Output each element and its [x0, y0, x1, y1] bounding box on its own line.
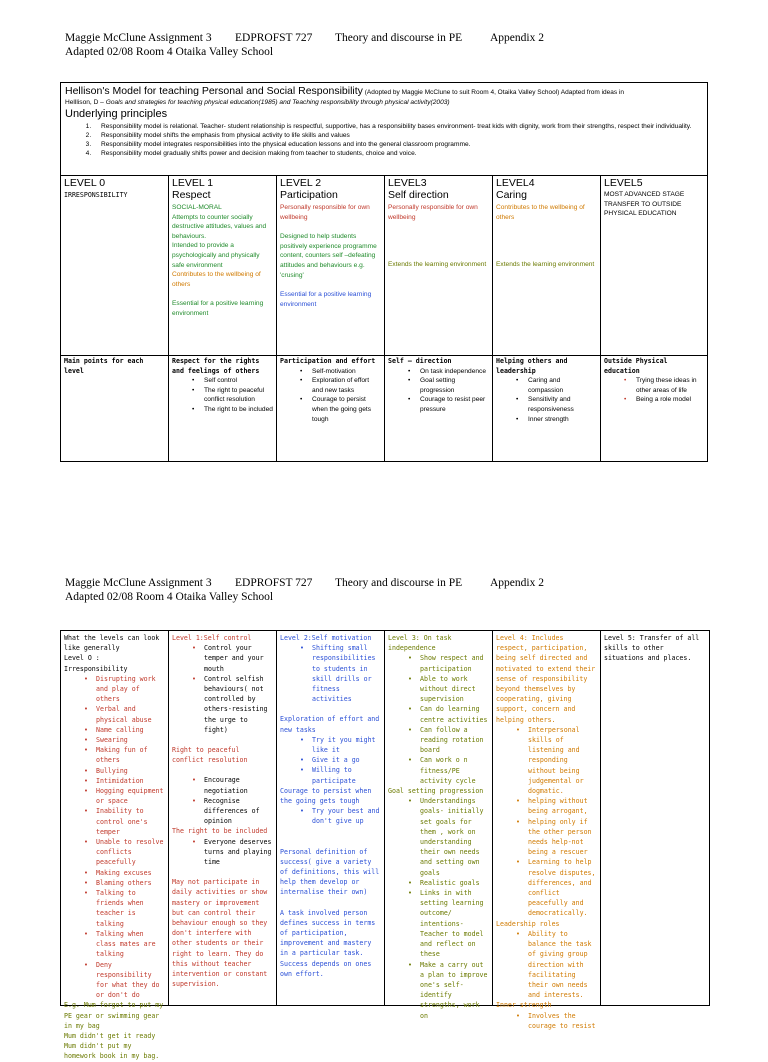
level5-cell: [601, 176, 707, 355]
level1-item: • Recognise differences of opinion: [172, 796, 273, 827]
level2-task-paragraph: A task involved person defines success in terms of participation, improvement and mastery in a particular task. Success depends on ones own effort.: [280, 908, 376, 978]
level2-essential: Essential for a positive learning environment: [280, 291, 372, 308]
level1-social-moral: SOCIAL-MORAL: [172, 204, 222, 211]
points-item: • On task independence: [388, 367, 489, 377]
level4-inner-strength-heading: Inner strength: [496, 1001, 552, 1010]
level1-cell: [169, 176, 277, 355]
level3-detail-cell: [385, 631, 493, 1020]
points-item: • Sensitivity and responsiveness: [496, 395, 597, 414]
main-points-label-cell: [61, 356, 169, 461]
level2-name: Participation: [280, 189, 338, 201]
level4-label: LEVEL4: [496, 177, 535, 189]
model-source-author: Helllison, D –: [65, 98, 106, 106]
level5-name: MOST ADVANCED STAGE TRANSFER TO OUTSIDE PHYSICAL EDUCATION: [604, 191, 685, 218]
level0-item: • Talking when class mates are talking: [64, 929, 165, 960]
level0-intro: What the levels can look like generally: [64, 634, 160, 653]
principles-heading: Underlying principles: [65, 107, 168, 120]
level3-item: • Can follow a reading rotation board: [388, 725, 489, 756]
levels-row: [61, 176, 707, 356]
levels-detail-table: [60, 630, 710, 1061]
level4-item: • helping without being arrogant,: [496, 796, 597, 816]
points-item: • Courage to resist peer pressure: [388, 395, 489, 414]
level4-item: • Involves the courage to resist: [496, 1011, 597, 1031]
level1-conflict-heading: Right to peaceful conflict resolution: [172, 746, 248, 765]
level3-goal-heading: Goal setting progression: [388, 787, 484, 796]
points-outside-cell: [601, 356, 707, 461]
level2-designed: Designed to help students positively experience programme content, counters self –defeating attitudes and behaviours e.g. 'crusing': [280, 233, 377, 279]
points-participation-cell: [277, 356, 385, 461]
level2-item: • Willing to participate: [280, 765, 381, 785]
points-heading: Helping others and leadership: [496, 357, 568, 375]
level0-item: • Hogging equipment or space: [64, 786, 165, 806]
model-title: Hellison's Model for teaching Personal and Social Responsibility: [65, 85, 363, 97]
principle-item: 1. Responsibility model is relational. Teacher- student relationship is respectful, supportive, has a responsibility bases environment- treat kids with dignity, work from their strengths, respect their individuality.: [93, 122, 703, 131]
level4-item: • Interpersonal skills of listening and responding without being judgemental or dogmatic.: [496, 725, 597, 796]
header-author: Maggie McClune Assignment 3: [65, 32, 212, 44]
level0-item: • Inability to control one's temper: [64, 806, 165, 837]
points-heading: Outside Physical education: [604, 357, 668, 375]
level3-detail-heading: Level 3: On task independence: [388, 634, 452, 653]
level1-item: • Everyone deserves turns and playing time: [172, 837, 273, 868]
level4-detail-heading: Level 4: Includes respect, participation, being self directed and motivated to extend their sense of responsibility beyond themselves by cooperating, giving support, concern and helping others.: [496, 634, 596, 724]
model-intro: [61, 83, 707, 176]
level0-item: • Disrupting work and play of others: [64, 674, 165, 705]
level0-item: • Talking to friends when teacher is talking: [64, 888, 165, 929]
principle-item: 2. Responsibility model shifts the emphasis from physical activity to life skills and values: [93, 131, 703, 140]
points-item: • Self-motivation: [280, 367, 381, 377]
level0-label: LEVEL 0: [64, 177, 106, 189]
level1-included-heading: The right to be included: [172, 827, 268, 836]
level3-personally: Personally responsible for own wellbeing: [388, 204, 478, 221]
level4-item: • Ability to balance the task of giving group direction with facilitating their own needs and interests.: [496, 929, 597, 1000]
page2-header: [65, 576, 544, 604]
level0-cell: [61, 176, 169, 355]
header-author: Maggie McClune Assignment 3: [65, 577, 212, 589]
level3-extends: Extends the learning environment: [388, 261, 487, 269]
level3-item: • Realistic goals: [388, 878, 489, 888]
level0-example3: Mum didn't put my homework book in my bag.: [64, 1042, 160, 1061]
level1-name: Respect: [172, 189, 211, 201]
level2-courage-heading: Courage to persist when the going gets tough: [280, 786, 372, 806]
level5-label: LEVEL5: [604, 177, 643, 189]
level3-item: • Understandings goals- initially set goals for them , work on understanding their own needs and setting own goals: [388, 796, 489, 878]
main-points-label: Main points for each level: [64, 357, 144, 375]
level2-cell: [277, 176, 385, 355]
level2-exploration-heading: Exploration of effort and new tasks: [280, 715, 380, 734]
main-points-row: [61, 356, 707, 461]
level4-item: • helping only if the other person needs help-not being a rescuer: [496, 817, 597, 858]
points-heading: Respect for the rights and feelings of others: [172, 357, 260, 375]
header-topic: Theory and discourse in PE: [335, 32, 463, 44]
level0-example2: Mum didn't get it ready: [64, 1031, 156, 1040]
level4-detail-cell: [493, 631, 601, 1030]
level4-cell: [493, 176, 601, 355]
level0-heading: Level O : Irresponsibility: [64, 654, 128, 673]
level2-success-paragraph: Personal definition of success( give a variety of definitions, this will help them develop or internalise their own): [280, 847, 380, 897]
level2-label: LEVEL 2: [280, 177, 322, 189]
level3-label: LEVEL3: [388, 177, 427, 189]
points-item: • The right to be included: [172, 405, 273, 415]
points-heading: Self – direction: [388, 357, 452, 365]
level2-item: • Give it a go: [280, 755, 381, 765]
points-item: • Trying these ideas in other areas of life: [604, 376, 704, 395]
level1-detail-heading: Level 1:Self control: [172, 634, 252, 642]
level5-detail-heading: Level 5: Transfer of all skills to other situations and places.: [604, 634, 700, 663]
level1-item: • Control selfish behaviours( not controlled by others-resisting the urge to fight): [172, 674, 273, 735]
level1-detail-cell: [169, 631, 277, 1005]
level1-label: LEVEL 1: [172, 177, 214, 189]
points-item: • Courage to persist when the going gets tough: [280, 395, 381, 424]
level4-extends: Extends the learning environment: [496, 261, 595, 269]
header-line2: Adapted 02/08 Room 4 Otaika Valley School: [65, 46, 274, 58]
points-item: • Inner strength: [496, 415, 597, 425]
level1-item: • Encourage negotiation: [172, 775, 273, 795]
level5-detail-cell: [601, 631, 709, 1005]
level0-item: • Bullying: [64, 766, 165, 776]
points-heading: Participation and effort: [280, 357, 376, 365]
header-line2: Adapted 02/08 Room 4 Otaika Valley School: [65, 591, 274, 603]
level4-contributes: Contributes to the wellbeing of others: [496, 204, 585, 221]
level4-name: Caring: [496, 189, 527, 201]
points-item: • Self control: [172, 376, 273, 386]
level0-item: • Name calling: [64, 725, 165, 735]
header-course: EDPROFST 727: [235, 577, 313, 589]
level0-item: • Intimidation: [64, 776, 165, 786]
points-helping-cell: [493, 356, 601, 461]
header-appendix: Appendix 2: [490, 577, 544, 589]
points-item: • Caring and compassion: [496, 376, 597, 395]
level2-detail-heading: Level 2:Self motivation: [280, 634, 372, 642]
level0-item: • Making fun of others: [64, 745, 165, 765]
header-appendix: Appendix 2: [490, 32, 544, 44]
level1-essential: Essential for a positive learning environment: [172, 300, 264, 317]
level3-cell: [385, 176, 493, 355]
header-course: EDPROFST 727: [235, 32, 313, 44]
points-item: • Being a role model: [604, 395, 704, 405]
level3-item: • Make a carry out a plan to improve one's self- identify strengths, work on: [388, 960, 489, 1021]
level3-item: • Able to work without direct supervision: [388, 674, 489, 705]
points-respect-cell: [169, 356, 277, 461]
level0-example1: E.g. Mum forgot to put my PE gear or swimming gear in my bag: [64, 1001, 164, 1030]
points-item: • Goal setting progression: [388, 376, 489, 395]
principles-list: [65, 122, 703, 159]
level2-item: • Try your best and don't give up: [280, 806, 381, 826]
principle-item: 4. Responsibility model gradually shifts power and decision making from teacher to students, choice and voice.: [93, 149, 703, 158]
level3-item: • Can work o n fitness/PE activity cycle: [388, 755, 489, 786]
level1-item: • Control your temper and your mouth: [172, 643, 273, 674]
points-item: • Exploration of effort and new tasks: [280, 376, 381, 395]
level1-contributes: Contributes to the wellbeing of others: [172, 271, 261, 288]
level0-item: • Making excuses: [64, 868, 165, 878]
level1-safe-env: Intended to provide a psychologically and physically safe environment: [172, 242, 260, 269]
level2-item: • Try it you might like it: [280, 735, 381, 755]
model-title-note: (Adopted by Maggie McClune to suit Room 4, Otaika Valley School) Adapted from ideas in: [362, 89, 625, 96]
page1-header: [65, 31, 544, 59]
level3-item: • Links in with setting learning outcome/ intentions- Teacher to model and reflect on these: [388, 888, 489, 959]
level1-paragraph: May not participate in daily activities or show mastery or improvement but can control their behaviour enough so they don't interfere with other students or their right to learn. They do this without teacher intervention or constant supervision.: [172, 878, 268, 989]
level3-item: • Show respect and participation: [388, 653, 489, 673]
level1-attempts: Attempts to counter socially destructive attitudes, values and behaviours.: [172, 213, 267, 240]
principle-item: 3. Responsibility model integrates responsibilities into the physical education lessons and into the general classroom programme.: [93, 140, 703, 149]
level4-leadership-heading: Leadership roles: [496, 919, 560, 928]
level0-detail-cell: [61, 631, 169, 1061]
level3-name: Self direction: [388, 189, 449, 201]
level0-item: • Deny responsibility for what they do or don't do: [64, 960, 165, 1001]
level0-name: IRRESPONSIBILITY: [64, 191, 128, 199]
level0-item: • Swearing: [64, 735, 165, 745]
level2-personally: Personally responsible for own wellbeing: [280, 204, 370, 221]
header-topic: Theory and discourse in PE: [335, 577, 463, 589]
level3-item: • Can do learning centre activities: [388, 704, 489, 724]
level0-item: • Blaming others: [64, 878, 165, 888]
level2-detail-cell: [277, 631, 385, 1005]
level2-item: • Shifting small responsibilities to students in skill drills or fitness activities: [280, 643, 381, 704]
model-source-titles: Goals and strategies for teaching physical education(1985) and Teaching responsibility through physical activity(2003): [105, 98, 450, 106]
level0-item: • Verbal and physical abuse: [64, 704, 165, 724]
points-self-direction-cell: [385, 356, 493, 461]
level0-item: • Unable to resolve conflicts peacefully: [64, 837, 165, 868]
level4-item: • Learning to help resolve disputes, differences, and conflict peacefully and democratically.: [496, 857, 597, 918]
hellison-model-table: [60, 82, 708, 462]
points-item: • The right to peaceful conflict resolution: [172, 386, 273, 405]
